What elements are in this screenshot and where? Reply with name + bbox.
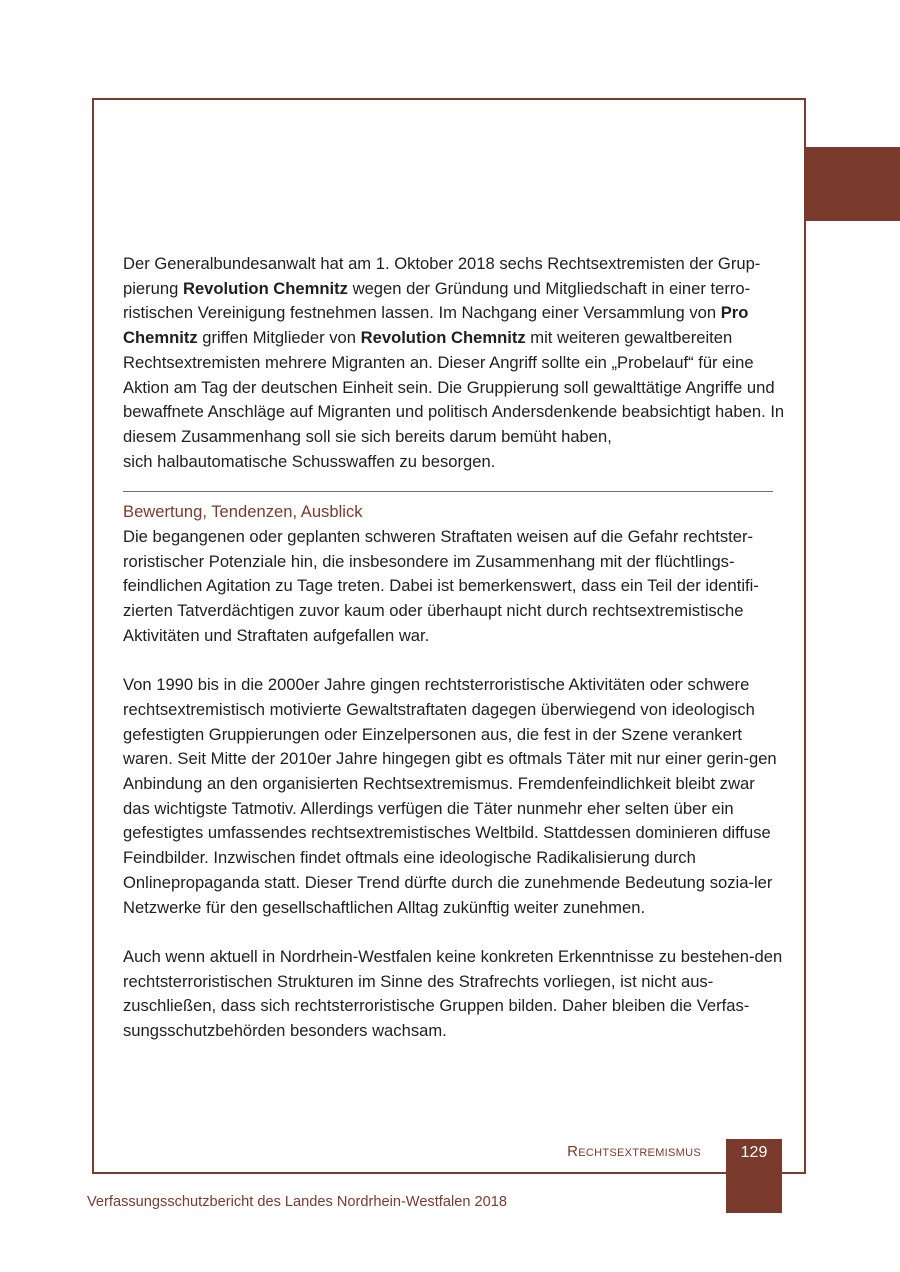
- paragraph-trends: Von 1990 bis in die 2000er Jahre gingen rechtsterroristische Aktivitäten oder schwere rechtsextremistisch motivierte Gewaltstraftaten dagegen überwiegend von ideologisch gefestigten Gruppierungen oder Einzelpersonen aus, die fest in der Szene verankert waren. Seit Mitte der 2010er Jahre hingegen gibt es oftmals Täter mit nur einer gerin-gen Anbindung an den organisierten Rechtsextremismus. Fremdenfeindlichkeit bleibt zwar das wichtigste Tatmotiv. Allerdings verfügen die Täter nunmehr eher selten über ein gefestigtes umfassendes rechtsextremistisches Weltbild. Stattdessen dominieren diffuse Feindbilder. Inzwischen findet oftmals eine ideologische Radikalisierung durch Onlinepropaganda statt. Dieser Trend dürfte durch die zunehmende Bedeutung sozia-ler Netzwerke für den gesellschaftlichen Alltag zukünftig weiter zunehmen.: [123, 675, 777, 917]
- section-divider: [123, 491, 773, 492]
- text-span: sich halbautomatische Schusswaffen zu besorgen.: [123, 451, 496, 471]
- bold-term: Pro Chemnitz: [123, 303, 749, 348]
- text-span: griffen Mitglieder von: [197, 328, 361, 348]
- paragraph-gap: [123, 920, 785, 945]
- chapter-side-tab: [806, 147, 900, 221]
- paragraph-gap: [123, 649, 785, 674]
- main-content: [123, 252, 785, 1044]
- paragraph-revolution-chemnitz: [123, 252, 785, 474]
- running-head: Rechtsextremismus: [567, 1143, 701, 1160]
- text-span: mit weiteren gewaltbereiten Rechtsextremisten mehrere Migranten an. Dieser Angriff sollte ein „Probelauf“ für eine Aktion am Tag der deutschen Einheit sein. Die Gruppierung soll gewalttätige Angriffe und bewaffnete Anschläge auf Migranten und politisch Andersdenkende beabsichtigt haben. In diesem Zusammenhang soll sie sich bereits darum bemüht haben,: [123, 328, 785, 446]
- section-heading: Bewertung, Tendenzen, Ausblick: [123, 502, 363, 522]
- text-span: Der Generalbundesanwalt hat am 1. Oktober 2018 sechs Rechtsextremisten der Grup-pierung: [123, 254, 761, 298]
- page-number: 129: [740, 1144, 768, 1161]
- paragraph-assessment: Die begangenen oder geplanten schweren Straftaten weisen auf die Gefahr rechtster-roristischer Potenziale hin, die insbesondere im Zusammenhang mit der flüchtlings-feindlichen Agitation zu Tage treten. Dabei ist bemerkenswert, dass ein Teil der identifi-zierten Tatverdächtigen zuvor kaum oder überhaupt nicht durch rechtsextremistische Aktivitäten und Straftaten aufgefallen war.: [123, 527, 759, 645]
- text-span: wegen der Gründung und Mitgliedschaft in einer terro-ristischen Vereinigung festnehmen lassen. Im Nachgang einer Versammlung von: [123, 278, 751, 323]
- footer-publication-title: Verfassungsschutzbericht des Landes Nordrhein-Westfalen 2018: [87, 1194, 507, 1210]
- bold-term: Revolution Chemnitz: [182, 278, 348, 298]
- page-number-box: [726, 1139, 782, 1213]
- paragraph-outlook: Auch wenn aktuell in Nordrhein-Westfalen keine konkreten Erkenntnisse zu bestehen-den rechtsterroristischen Strukturen im Sinne des Strafrechts vorliegen, ist nicht aus-zuschließen, dass sich rechtsterroristische Gruppen bilden. Daher bleiben die Verfas-sungsschutzbehörden besonders wachsam.: [123, 946, 783, 1041]
- bold-term: Revolution Chemnitz: [360, 328, 526, 348]
